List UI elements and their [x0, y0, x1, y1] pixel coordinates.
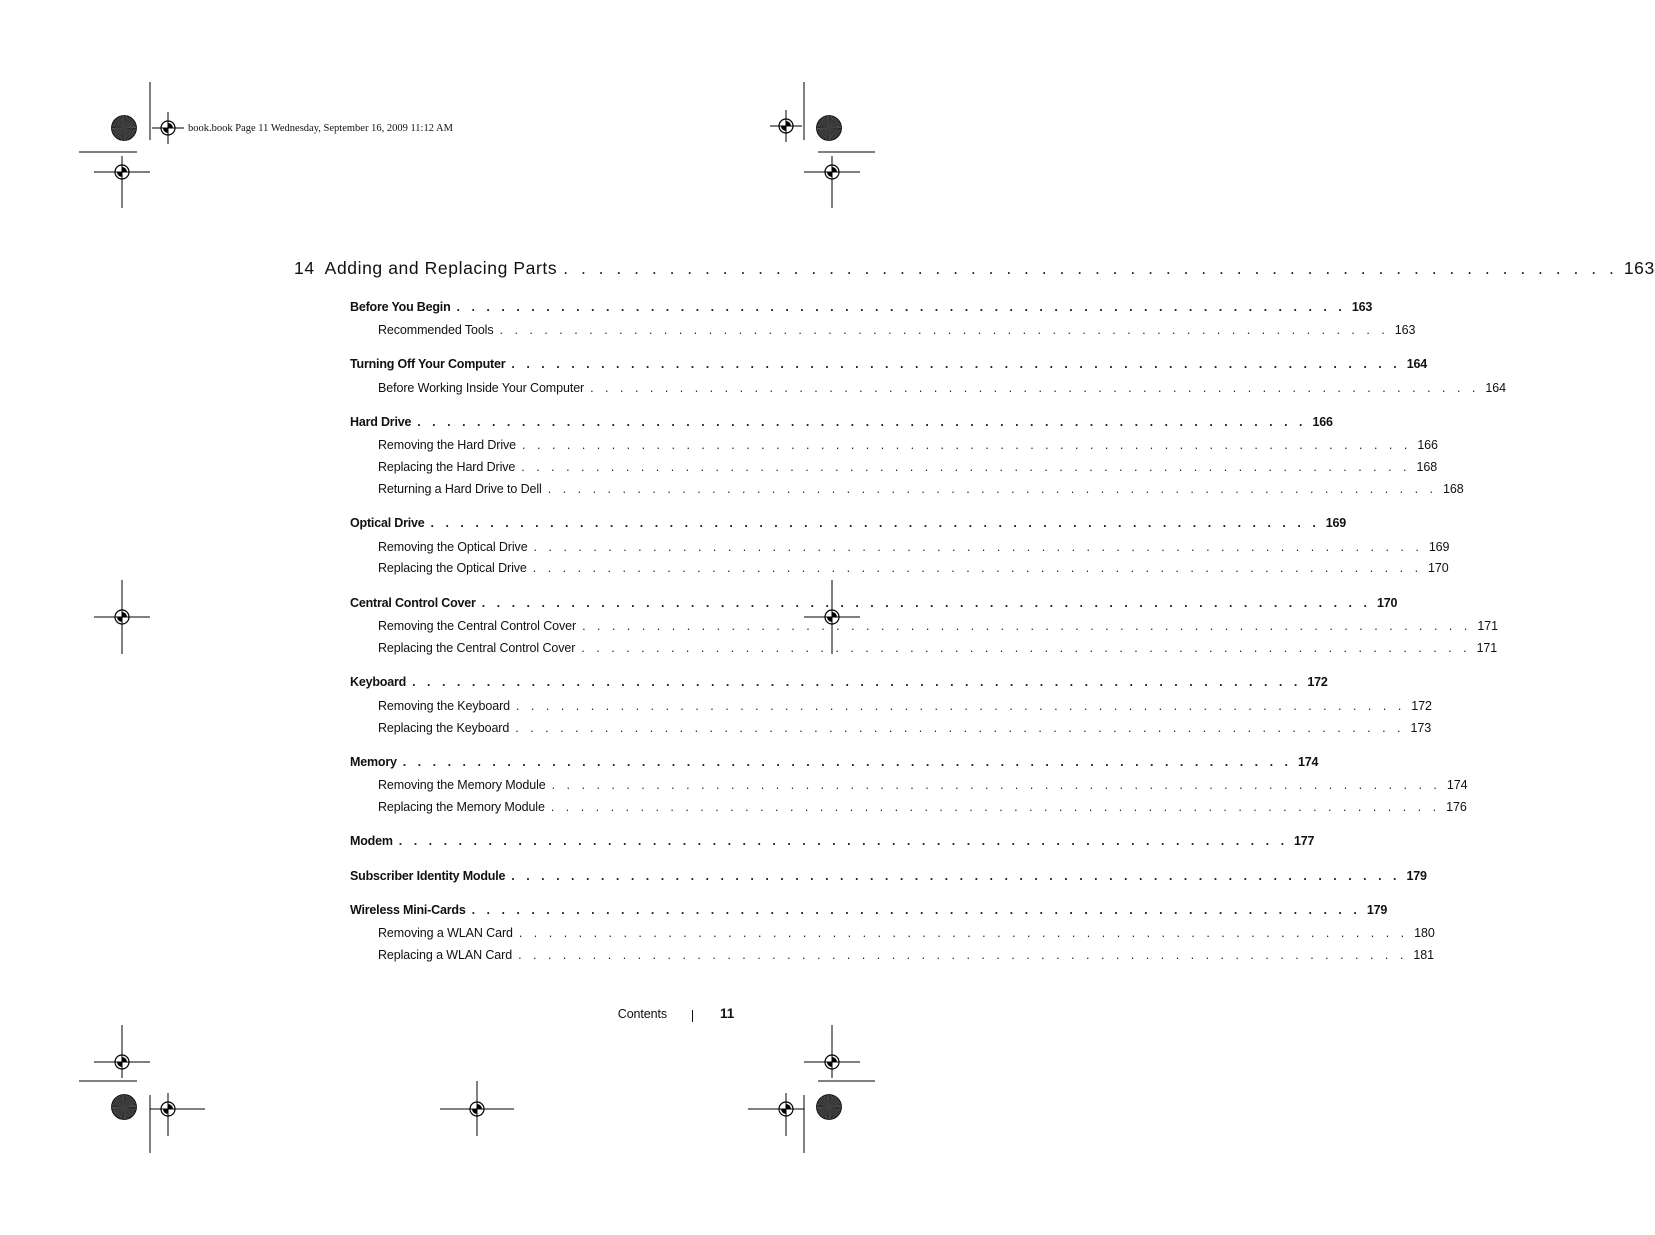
registration-mark-icon — [106, 601, 138, 633]
star-target-icon — [817, 116, 842, 141]
dot-leader: . . . . . . . . . . . . . . . . . . . . . . . . . . . . . . . . . . . . . . . . . . . . . . . . . . . . . . . . . . . . — [532, 561, 1423, 575]
registration-mark-icon — [770, 110, 802, 142]
toc-section[interactable] — [350, 834, 1315, 848]
toc-section-title: Before You Begin — [350, 300, 451, 314]
toc-subsection-page-number: 163 — [1394, 323, 1416, 337]
toc-subsection-page-number: 181 — [1413, 948, 1434, 962]
registration-mark-icon — [816, 1046, 848, 1078]
dot-leader: . . . . . . . . . . . . . . . . . . . . . . . . . . . . . . . . . . . . . . . . . . . . . . . . . . . . . . . . . . . . — [590, 381, 1480, 395]
toc-section-page-number: 166 — [1312, 415, 1333, 429]
dot-leader: . . . . . . . . . . . . . . . . . . . . . . . . . . . . . . . . . . . . . . . . . . . . . . . . . . . . . . . . . . . . — [550, 800, 1441, 814]
dot-leader: . . . . . . . . . . . . . . . . . . . . . . . . . . . . . . . . . . . . . . . . . . . . . . . . . . . . . . . . . . . . — [499, 323, 1389, 337]
chapter-heading[interactable] — [294, 258, 1655, 279]
toc-section[interactable] — [350, 357, 1427, 371]
toc-section[interactable] — [350, 675, 1328, 689]
toc-section[interactable] — [350, 300, 1373, 314]
star-target-icon — [112, 1095, 137, 1120]
chapter-number: 14 — [294, 258, 315, 278]
footer-page-number: 11 — [720, 1006, 735, 1021]
toc-section-title: Optical Drive — [350, 516, 425, 530]
dot-leader: . . . . . . . . . . . . . . . . . . . . . . . . . . . . . . . . . . . . . . . . . . . . . . . . . . . . . . . . . . . . — [582, 619, 1472, 633]
toc-subsection[interactable] — [378, 323, 1416, 337]
toc-subsection[interactable] — [378, 699, 1432, 713]
toc-subsection[interactable] — [378, 381, 1506, 395]
registration-mark-icon — [152, 112, 184, 144]
dot-leader: . . . . . . . . . . . . . . . . . . . . . . . . . . . . . . . . . . . . . . . . . . . . . . . . . . . . . . . . . . . . — [518, 926, 1409, 940]
toc-subsection-title: Removing the Memory Module — [378, 778, 546, 792]
dot-leader: . . . . . . . . . . . . . . . . . . . . . . . . . . . . . . . . . . . . . . . . . . . . . . . . . . . . . . . . . . . . — [412, 675, 1302, 689]
dot-leader: . . . . . . . . . . . . . . . . . . . . . . . . . . . . . . . . . . . . . . . . . . . . . . . . . . . . . . . . . . . . — [481, 596, 1371, 610]
toc-subsection-title: Removing the Central Control Cover — [378, 619, 577, 633]
star-target-icon — [112, 116, 137, 141]
toc-section-title: Modem — [350, 834, 393, 848]
dot-leader: . . . . . . . . . . . . . . . . . . . . . . . . . . . . . . . . . . . . . . . . . . . . . . . . . . . . . . . . . . . . — [511, 869, 1401, 883]
toc-subsection-title: Recommended Tools — [378, 323, 494, 337]
toc-section-title: Keyboard — [350, 675, 407, 689]
toc-section-page-number: 163 — [1351, 300, 1373, 314]
toc-subsection-page-number: 170 — [1428, 561, 1449, 575]
toc-subsection-page-number: 180 — [1414, 926, 1435, 940]
toc-section-title: Wireless Mini-Cards — [350, 903, 466, 917]
toc-section-page-number: 164 — [1406, 357, 1427, 371]
toc-subsection-title: Replacing the Hard Drive — [378, 460, 516, 474]
registration-mark-icon — [816, 156, 848, 188]
star-target-icon — [817, 1095, 842, 1120]
toc-subsection-page-number: 168 — [1416, 460, 1438, 474]
toc-subsection-title: Replacing the Keyboard — [378, 721, 510, 735]
toc-subsection[interactable] — [378, 721, 1432, 735]
footer-label: Contents — [617, 1007, 667, 1021]
dot-leader: . . . . . . . . . . . . . . . . . . . . . . . . . . . . . . . . . . . . . . . . . . . . . . . . . . . . . . . . . . . . — [522, 438, 1412, 452]
toc-subsection-title: Removing the Keyboard — [378, 699, 511, 713]
toc-subsection-title: Replacing the Optical Drive — [378, 561, 527, 575]
toc-subsection[interactable] — [378, 619, 1498, 633]
print-slug-line: book.book Page 11 Wednesday, September 16, 2009 11:12 AM — [188, 123, 453, 134]
toc-subsection-title: Removing a WLAN Card — [378, 926, 513, 940]
toc-subsection-page-number: 174 — [1446, 778, 1468, 792]
toc-section-title: Memory — [350, 755, 397, 769]
dot-leader: . . . . . . . . . . . . . . . . . . . . . . . . . . . . . . . . . . . . . . . . . . . . . . . . . . . . . . . . . . . . — [521, 460, 1411, 474]
toc-section-title: Central Control Cover — [350, 596, 476, 610]
chapter-title: Adding and Replacing Parts — [324, 258, 558, 278]
toc-subsection-title: Returning a Hard Drive to Dell — [378, 482, 542, 496]
toc-section[interactable] — [350, 415, 1333, 429]
toc-subsection[interactable] — [378, 482, 1464, 496]
dot-leader: . . . . . . . . . . . . . . . . . . . . . . . . . . . . . . . . . . . . . . . . . . . . . . . . . . . . . . . . . . . . — [417, 415, 1307, 429]
toc-section-page-number: 179 — [1406, 869, 1427, 883]
dot-leader: . . . . . . . . . . . . . . . . . . . . . . . . . . . . . . . . . . . . . . . . . . . . . . . . . . . . . . . . . . . . — [402, 755, 1293, 769]
toc-subsection-title: Replacing a WLAN Card — [378, 948, 513, 962]
toc-subsection[interactable] — [378, 540, 1450, 554]
toc-subsection[interactable] — [378, 948, 1434, 962]
toc-subsection-page-number: 176 — [1446, 800, 1467, 814]
toc-section-page-number: 179 — [1366, 903, 1388, 917]
toc-subsection-page-number: 172 — [1411, 699, 1432, 713]
toc-subsection[interactable] — [378, 641, 1498, 655]
toc-subsection-title: Removing the Optical Drive — [378, 540, 528, 554]
toc-subsection-page-number: 169 — [1428, 540, 1450, 554]
dot-leader: . . . . . . . . . . . . . . . . . . . . . . . . . . . . . . . . . . . . . . . . . . . . . . . . . . . . . . . . . . . . — [398, 834, 1289, 848]
toc-section-page-number: 170 — [1376, 596, 1398, 610]
toc-section-title: Hard Drive — [350, 415, 412, 429]
footer-divider — [692, 1010, 693, 1022]
toc-subsection-title: Replacing the Central Control Cover — [378, 641, 576, 655]
toc-section[interactable] — [350, 596, 1398, 610]
dot-leader: . . . . . . . . . . . . . . . . . . . . . . . . . . . . . . . . . . . . . . . . . . . . . . . . . . . . . . . . . . . . — [456, 300, 1346, 314]
dot-leader: . . . . . . . . . . . . . . . . . . . . . . . . . . . . . . . . . . . . . . . . . . . . . . . . . . . . . . . . . . . . — [516, 699, 1406, 713]
dot-leader: . . . . . . . . . . . . . . . . . . . . . . . . . . . . . . . . . . . . . . . . . . . . . . . . . . . . . . . . . . . . — [533, 540, 1423, 554]
dot-leader: . . . . . . . . . . . . . . . . . . . . . . . . . . . . . . . . . . . . . . . . . . . . . . . . . . . . . . . . . . . . — [430, 516, 1320, 530]
toc-subsection[interactable] — [378, 778, 1468, 792]
dot-leader: . . . . . . . . . . . . . . . . . . . . . . . . . . . . . . . . . . . . . . . . . . . . . . . . . . . . . . . . . . . . — [518, 948, 1408, 962]
toc-subsection-page-number: 171 — [1477, 619, 1498, 633]
chapter-page-number: 163 — [1623, 258, 1655, 278]
toc-subsection-title: Before Working Inside Your Computer — [378, 381, 585, 395]
toc-subsection-page-number: 164 — [1485, 381, 1506, 395]
toc-section-title: Turning Off Your Computer — [350, 357, 506, 371]
dot-leader: . . . . . . . . . . . . . . . . . . . . . . . . . . . . . . . . . . . . . . . . . . . . . . . . . . . . . . . . . . . . — [547, 482, 1438, 496]
toc-section-title: Subscriber Identity Module — [350, 869, 506, 883]
dot-leader: . . . . . . . . . . . . . . . . . . . . . . . . . . . . . . . . . . . . . . . . . . . . . . . . . . . . . . . . . . . . — [515, 721, 1405, 735]
toc-subsection[interactable] — [378, 460, 1438, 474]
dot-leader: . . . . . . . . . . . . . . . . . . . . . . . . . . . . . . . . . . . . . . . . . . . . . . . . . . . . . . . . . . . . — [581, 641, 1471, 655]
toc-section[interactable] — [350, 869, 1427, 883]
toc-section[interactable] — [350, 755, 1319, 769]
registration-mark-icon — [106, 156, 138, 188]
toc-subsection-title: Replacing the Memory Module — [378, 800, 545, 814]
toc-subsection[interactable] — [378, 561, 1449, 575]
toc-section-page-number: 169 — [1325, 516, 1347, 530]
toc-subsection-page-number: 173 — [1410, 721, 1432, 735]
toc-subsection[interactable] — [378, 926, 1435, 940]
toc-subsection[interactable] — [378, 800, 1467, 814]
toc-section[interactable] — [350, 903, 1388, 917]
toc-subsection-page-number: 168 — [1443, 482, 1464, 496]
dot-leader: . . . . . . . . . . . . . . . . . . . . . . . . . . . . . . . . . . . . . . . . . . . . . . . . . . . . . . . . . . . . — [471, 903, 1361, 917]
toc-subsection-page-number: 171 — [1476, 641, 1498, 655]
dot-leader: . . . . . . . . . . . . . . . . . . . . . . . . . . . . . . . . . . . . . . . . . . . . . . . . . . . . . . . . . . . . — [551, 778, 1441, 792]
dot-leader: . . . . . . . . . . . . . . . . . . . . . . . . . . . . . . . . . . . . . . . . . . . . . . . . . . . . . . . . . . . . — [563, 258, 1618, 278]
toc-subsection-title: Removing the Hard Drive — [378, 438, 517, 452]
toc-section-page-number: 172 — [1307, 675, 1328, 689]
toc-subsection-page-number: 166 — [1417, 438, 1438, 452]
toc-section-page-number: 174 — [1298, 755, 1319, 769]
toc-subsection[interactable] — [378, 438, 1438, 452]
toc-section-page-number: 177 — [1294, 834, 1315, 848]
toc-section[interactable] — [350, 516, 1347, 530]
registration-mark-icon — [106, 1046, 138, 1078]
dot-leader: . . . . . . . . . . . . . . . . . . . . . . . . . . . . . . . . . . . . . . . . . . . . . . . . . . . . . . . . . . . . — [511, 357, 1401, 371]
